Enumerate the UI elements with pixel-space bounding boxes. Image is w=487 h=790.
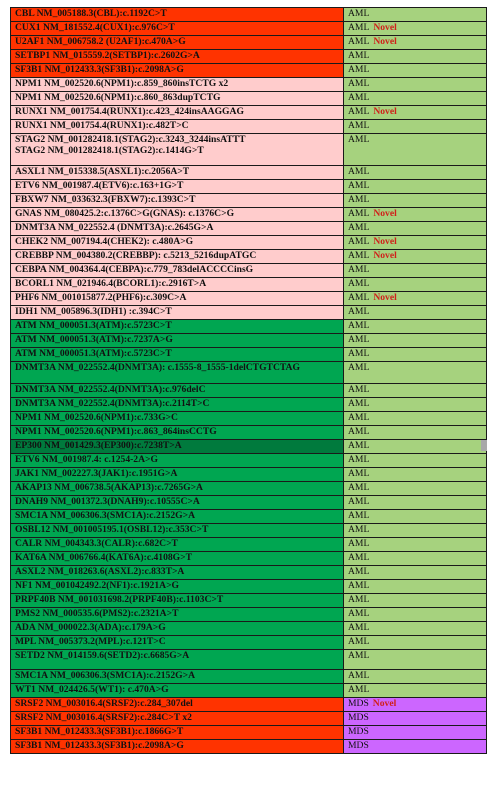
diagnosis-cell[interactable]: [344, 670, 487, 684]
variant-cell[interactable]: [11, 194, 344, 208]
variant-text: DNMT3A NM_022552.4(DNMT3A):c.976delC: [15, 384, 206, 395]
table-row: [11, 726, 487, 740]
variant-cell[interactable]: [11, 222, 344, 236]
table-row: [11, 222, 487, 236]
variant-cell[interactable]: [11, 636, 344, 650]
novel-badge: Novel: [373, 36, 397, 47]
variant-cell[interactable]: [11, 712, 344, 726]
variant-text: U2AF1 NM_006758.2 (U2AF1):c.470A>G: [15, 36, 186, 47]
diagnosis-text: MDS: [348, 698, 369, 709]
variant-text: RUNX1 NM_001754.4(RUNX1):c.482T>C: [15, 120, 189, 131]
variant-text: CEBPA NM_004364.4(CEBPA):c.779_783delACCCCinsG: [15, 264, 254, 275]
table-row: [11, 580, 487, 594]
diagnosis-cell[interactable]: [344, 566, 487, 580]
variant-cell[interactable]: [11, 566, 344, 580]
variant-cell[interactable]: [11, 22, 344, 36]
table-row: [11, 482, 487, 496]
diagnosis-cell[interactable]: [344, 22, 487, 36]
diagnosis-text: AML: [348, 50, 370, 61]
variant-cell[interactable]: [11, 496, 344, 510]
table-row: [11, 524, 487, 538]
diagnosis-text: AML: [348, 580, 370, 591]
diagnosis-text: AML: [348, 684, 370, 695]
table-row: [11, 194, 487, 208]
novel-badge: Novel: [373, 106, 397, 117]
variant-text: ASXL2 NM_018263.6(ASXL2):c.833T>A: [15, 566, 185, 577]
variant-cell[interactable]: [11, 180, 344, 194]
novel-badge: Novel: [373, 208, 397, 219]
variant-text: ASXL1 NM_015338.5(ASXL1):c.2056A>T: [15, 166, 190, 177]
variant-text: CUX1 NM_181552.4(CUX1):c.976C>T: [15, 22, 175, 33]
variant-cell[interactable]: [11, 362, 344, 384]
diagnosis-text: AML: [348, 236, 370, 247]
diagnosis-text: AML: [348, 468, 370, 479]
table-row: [11, 134, 487, 166]
diagnosis-cell[interactable]: [344, 334, 487, 348]
diagnosis-cell[interactable]: [344, 50, 487, 64]
table-row: [11, 92, 487, 106]
diagnosis-cell[interactable]: [344, 712, 487, 726]
diagnosis-cell[interactable]: [344, 64, 487, 78]
table-row: [11, 398, 487, 412]
variant-cell[interactable]: [11, 348, 344, 362]
novel-badge: Novel: [372, 698, 397, 709]
diagnosis-cell[interactable]: [344, 412, 487, 426]
variant-table: [10, 7, 487, 754]
variant-text: NPM1 NM_002520.6(NPM1):c.863_864insCCTG: [15, 426, 217, 437]
diagnosis-cell[interactable]: [344, 208, 487, 222]
diagnosis-text: AML: [348, 78, 370, 89]
variant-cell[interactable]: [11, 524, 344, 538]
variant-cell[interactable]: [11, 334, 344, 348]
variant-cell[interactable]: [11, 608, 344, 622]
table-row: [11, 622, 487, 636]
diagnosis-cell[interactable]: [344, 524, 487, 538]
diagnosis-text: AML: [348, 180, 370, 191]
variant-text: CREBBP NM_004380.2(CREBBP): c.5213_5216dupATGC: [15, 250, 257, 261]
diagnosis-text: AML: [348, 482, 370, 493]
diagnosis-text: AML: [348, 594, 370, 605]
variant-text: NPM1 NM_002520.6(NPM1):c.860_863dupTCTG: [15, 92, 221, 103]
table-row: [11, 636, 487, 650]
variant-text: SETBP1 NM_015559.2(SETBP1):c.2602G>A: [15, 50, 200, 61]
variant-cell[interactable]: [11, 264, 344, 278]
variant-cell[interactable]: [11, 698, 344, 712]
variant-cell[interactable]: [11, 166, 344, 180]
diagnosis-text: AML: [348, 552, 370, 563]
diagnosis-text: MDS: [348, 740, 369, 751]
table-row: [11, 552, 487, 566]
variant-text: ATM NM_000051.3(ATM):c.7237A>G: [15, 334, 173, 345]
diagnosis-text: AML: [348, 622, 370, 633]
variant-text: STAG2 NM_001282418.1(STAG2):c.3243_3244insATTT: [15, 134, 246, 145]
novel-badge: Novel: [373, 292, 397, 303]
diagnosis-cell[interactable]: [344, 468, 487, 482]
diagnosis-text: AML: [348, 524, 370, 535]
variant-cell[interactable]: [11, 580, 344, 594]
variant-text: SMC1A NM_006306.3(SMC1A):c.2152G>A: [15, 670, 195, 681]
diagnosis-text: AML: [348, 8, 370, 19]
variant-text: FBXW7 NM_033632.3(FBXW7):c.1393C>T: [15, 194, 196, 205]
diagnosis-text: AML: [348, 510, 370, 521]
table-row: [11, 348, 487, 362]
table-row: [11, 712, 487, 726]
table-row: [11, 670, 487, 684]
table-row: [11, 8, 487, 22]
diagnosis-cell[interactable]: [344, 496, 487, 510]
variant-cell[interactable]: [11, 538, 344, 552]
variant-cell[interactable]: [11, 440, 344, 454]
variant-cell[interactable]: [11, 398, 344, 412]
table-row: [11, 208, 487, 222]
variant-text: OSBL12 NM_001005195.1(OSBL12):c.353C>T: [15, 524, 209, 535]
diagnosis-text: AML: [348, 120, 370, 131]
variant-cell[interactable]: [11, 726, 344, 740]
diagnosis-text: AML: [348, 134, 370, 145]
diagnosis-text: AML: [348, 36, 370, 47]
diagnosis-cell[interactable]: [344, 292, 487, 306]
diagnosis-cell[interactable]: [344, 726, 487, 740]
variant-text: MPL NM_005373.2(MPL):c.121T>C: [15, 636, 166, 647]
diagnosis-text: AML: [348, 22, 370, 33]
diagnosis-cell[interactable]: [344, 180, 487, 194]
table-row: [11, 250, 487, 264]
variant-cell[interactable]: [11, 134, 344, 166]
variant-text: JAK1 NM_002227.3(JAK1):c.1951G>A: [15, 468, 178, 479]
variant-cell[interactable]: [11, 236, 344, 250]
variant-text: SF3B1 NM_012433.3(SF3B1):c.1866G>T: [15, 726, 184, 737]
variant-text: SRSF2 NM_003016.4(SRSF2):c.284_307del: [15, 698, 193, 709]
variant-cell[interactable]: [11, 552, 344, 566]
table-row: [11, 684, 487, 698]
variant-cell[interactable]: [11, 292, 344, 306]
variant-cell[interactable]: [11, 78, 344, 92]
variant-cell[interactable]: [11, 454, 344, 468]
diagnosis-cell[interactable]: [344, 236, 487, 250]
diagnosis-cell[interactable]: [344, 740, 487, 754]
variant-text: CALR NM_004343.3(CALR):c.682C>T: [15, 538, 178, 549]
table-row: [11, 78, 487, 92]
variant-text: ATM NM_000051.3(ATM):c.5723C>T: [15, 348, 172, 359]
diagnosis-cell[interactable]: [344, 134, 487, 166]
variant-text: STAG2 NM_001282418.1(STAG2):c.1414G>T: [15, 145, 204, 156]
diagnosis-text: AML: [348, 222, 370, 233]
diagnosis-cell[interactable]: [344, 194, 487, 208]
diagnosis-cell[interactable]: [344, 538, 487, 552]
diagnosis-cell[interactable]: [344, 636, 487, 650]
novel-badge: Novel: [373, 22, 397, 33]
variant-text: SETD2 NM_014159.6(SETD2):c.6685G>A: [15, 650, 190, 661]
variant-cell[interactable]: [11, 92, 344, 106]
table-row: [11, 566, 487, 580]
variant-text: CHEK2 NM_007194.4(CHEK2): c.480A>G: [15, 236, 194, 247]
table-row: [11, 320, 487, 334]
variant-cell[interactable]: [11, 120, 344, 134]
variant-cell[interactable]: [11, 64, 344, 78]
table-row: [11, 510, 487, 524]
variant-text: ADA NM_000022.3(ADA):c.179A>G: [15, 622, 166, 633]
table-row: [11, 180, 487, 194]
table-row: [11, 50, 487, 64]
variant-cell[interactable]: [11, 622, 344, 636]
diagnosis-cell[interactable]: [344, 222, 487, 236]
diagnosis-text: AML: [348, 362, 370, 373]
diagnosis-text: AML: [348, 426, 370, 437]
variant-text: SRSF2 NM_003016.4(SRSF2):c.284C>T x2: [15, 712, 192, 723]
variant-cell[interactable]: [11, 208, 344, 222]
diagnosis-text: AML: [348, 348, 370, 359]
variant-cell[interactable]: [11, 740, 344, 754]
diagnosis-cell[interactable]: [344, 78, 487, 92]
table-row: [11, 454, 487, 468]
variant-text: CBL NM_005188.3(CBL):c.1192C>T: [15, 8, 167, 19]
diagnosis-text: AML: [348, 670, 370, 681]
table-row: [11, 384, 487, 398]
diagnosis-text: AML: [348, 566, 370, 577]
diagnosis-cell[interactable]: [344, 264, 487, 278]
variant-text: ATM NM_000051.3(ATM):c.5723C>T: [15, 320, 172, 331]
variant-cell[interactable]: [11, 50, 344, 64]
table-row: [11, 106, 487, 120]
diagnosis-cell[interactable]: [344, 698, 487, 712]
diagnosis-text: AML: [348, 636, 370, 647]
diagnosis-text: AML: [348, 306, 370, 317]
variant-text: SMC1A NM_006306.3(SMC1A):c.2152G>A: [15, 510, 195, 521]
diagnosis-text: AML: [348, 320, 370, 331]
variant-cell[interactable]: [11, 594, 344, 608]
diagnosis-text: AML: [348, 64, 370, 75]
table-row: [11, 608, 487, 622]
variant-cell[interactable]: [11, 670, 344, 684]
table-row: [11, 362, 487, 384]
diagnosis-cell[interactable]: [344, 426, 487, 440]
diagnosis-text: AML: [348, 278, 370, 289]
table-row: [11, 468, 487, 482]
variant-cell[interactable]: [11, 510, 344, 524]
table-row: [11, 650, 487, 670]
variant-text: DNMT3A NM_022552.4 (DNMT3A):c.2645G>A: [15, 222, 214, 233]
diagnosis-cell[interactable]: [344, 348, 487, 362]
diagnosis-text: AML: [348, 92, 370, 103]
variant-cell[interactable]: [11, 384, 344, 398]
variant-cell[interactable]: [11, 250, 344, 264]
variant-text: SF3B1 NM_012433.3(SF3B1):c.2098A>G: [15, 64, 184, 75]
diagnosis-cell[interactable]: [344, 166, 487, 180]
variant-cell[interactable]: [11, 278, 344, 292]
diagnosis-text: MDS: [348, 712, 369, 723]
variant-text: NPM1 NM_002520.6(NPM1):c.859_860insTCTG x2: [15, 78, 229, 89]
table-row: [11, 64, 487, 78]
diagnosis-cell[interactable]: [344, 320, 487, 334]
diagnosis-text: AML: [348, 440, 370, 451]
variant-cell[interactable]: [11, 8, 344, 22]
diagnosis-cell[interactable]: [344, 384, 487, 398]
diagnosis-text: MDS: [348, 726, 369, 737]
variant-cell[interactable]: [11, 426, 344, 440]
variant-text: NF1 NM_001042492.2(NF1):c.1921A>G: [15, 580, 180, 591]
variant-text: DNMT3A NM_022552.4(DNMT3A):c.2114T>C: [15, 398, 210, 409]
variant-text: EP300 NM_001429.3(EP300):c.7238T>A: [15, 440, 182, 451]
variant-text: DNAH9 NM_001372.3(DNAH9):c.10555C>A: [15, 496, 200, 507]
table-row: [11, 412, 487, 426]
table-row: [11, 292, 487, 306]
table-row: [11, 538, 487, 552]
diagnosis-text: AML: [348, 538, 370, 549]
variant-text: ETV6 NM_001987.4(ETV6):c.163+1G>T: [15, 180, 184, 191]
diagnosis-text: AML: [348, 250, 370, 261]
diagnosis-cell[interactable]: [344, 684, 487, 698]
variant-text: RUNX1 NM_001754.4(RUNX1):c.423_424insAAGGAG: [15, 106, 244, 117]
diagnosis-text: AML: [348, 398, 370, 409]
diagnosis-text: AML: [348, 496, 370, 507]
table-row: [11, 426, 487, 440]
novel-badge: Novel: [373, 250, 397, 261]
diagnosis-text: AML: [348, 334, 370, 345]
variant-text: DNMT3A NM_022552.4(DNMT3A): c.1555-8_1555-1delCTGTCTAG: [15, 362, 300, 373]
variant-cell[interactable]: [11, 684, 344, 698]
variant-text: AKAP13 NM_006738.5(AKAP13):c.7265G>A: [15, 482, 203, 493]
variant-text: SF3B1 NM_012433.3(SF3B1):c.2098A>G: [15, 740, 184, 751]
diagnosis-cell[interactable]: [344, 608, 487, 622]
diagnosis-cell[interactable]: [344, 622, 487, 636]
diagnosis-cell[interactable]: [344, 250, 487, 264]
variant-text: GNAS NM_080425.2:c.1376C>G(GNAS): c.1376C>G: [15, 208, 235, 219]
variant-text: NPM1 NM_002520.6(NPM1):c.733G>C: [15, 412, 178, 423]
diagnosis-cell[interactable]: [344, 510, 487, 524]
diagnosis-cell[interactable]: [344, 580, 487, 594]
variant-cell[interactable]: [11, 36, 344, 50]
cell-selection-edge: [481, 440, 487, 451]
diagnosis-text: AML: [348, 454, 370, 465]
variant-text: WT1 NM_024426.5(WT1): c.470A>G: [15, 684, 169, 695]
table-row: [11, 440, 487, 454]
variant-cell[interactable]: [11, 412, 344, 426]
diagnosis-text: AML: [348, 264, 370, 275]
variant-cell[interactable]: [11, 306, 344, 320]
variant-text: PRPF40B NM_001031698.2(PRPF40B):c.1103C>T: [15, 594, 224, 605]
table-row: [11, 334, 487, 348]
diagnosis-cell[interactable]: [344, 306, 487, 320]
diagnosis-cell[interactable]: [344, 454, 487, 468]
variant-text: ETV6 NM_001987.4: c.1254-2A>G: [15, 454, 158, 465]
diagnosis-cell[interactable]: [344, 650, 487, 670]
novel-badge: Novel: [373, 236, 397, 247]
diagnosis-text: AML: [348, 412, 370, 423]
diagnosis-text: AML: [348, 194, 370, 205]
table-row: [11, 306, 487, 320]
diagnosis-text: AML: [348, 106, 370, 117]
diagnosis-text: AML: [348, 292, 370, 303]
diagnosis-cell[interactable]: [344, 398, 487, 412]
diagnosis-cell[interactable]: [344, 8, 487, 22]
table-row: [11, 166, 487, 180]
diagnosis-cell[interactable]: [344, 594, 487, 608]
variant-cell[interactable]: [11, 106, 344, 120]
diagnosis-cell[interactable]: [344, 92, 487, 106]
diagnosis-text: AML: [348, 208, 370, 219]
variant-text: BCORL1 NM_021946.4(BCORL1):c.2916T>A: [15, 278, 207, 289]
table-row: [11, 698, 487, 712]
diagnosis-cell[interactable]: [344, 552, 487, 566]
variant-cell[interactable]: [11, 650, 344, 670]
diagnosis-text: AML: [348, 608, 370, 619]
diagnosis-cell[interactable]: [344, 36, 487, 50]
diagnosis-cell[interactable]: [344, 362, 487, 384]
variant-text: PHF6 NM_001015877.2(PHF6):c.309C>A: [15, 292, 187, 303]
table-row: [11, 120, 487, 134]
variant-text: PMS2 NM_000535.6(PMS2):c.2321A>T: [15, 608, 179, 619]
diagnosis-cell[interactable]: [344, 106, 487, 120]
variant-text: KAT6A NM_006766.4(KAT6A):c.4108G>T: [15, 552, 192, 563]
diagnosis-text: AML: [348, 166, 370, 177]
diagnosis-cell[interactable]: [344, 482, 487, 496]
variant-cell[interactable]: [11, 468, 344, 482]
variant-text: IDH1 NM_005896.3(IDH1) :c.394C>T: [15, 306, 172, 317]
table-row: [11, 496, 487, 510]
diagnosis-cell[interactable]: [344, 278, 487, 292]
table-row: [11, 36, 487, 50]
diagnosis-text: AML: [348, 384, 370, 395]
table-row: [11, 264, 487, 278]
table-row: [11, 740, 487, 754]
diagnosis-cell[interactable]: [344, 440, 487, 454]
table-row: [11, 594, 487, 608]
variant-cell[interactable]: [11, 320, 344, 334]
diagnosis-cell[interactable]: [344, 120, 487, 134]
table-row: [11, 22, 487, 36]
variant-cell[interactable]: [11, 482, 344, 496]
diagnosis-text: AML: [348, 650, 370, 661]
table-row: [11, 236, 487, 250]
table-row: [11, 278, 487, 292]
